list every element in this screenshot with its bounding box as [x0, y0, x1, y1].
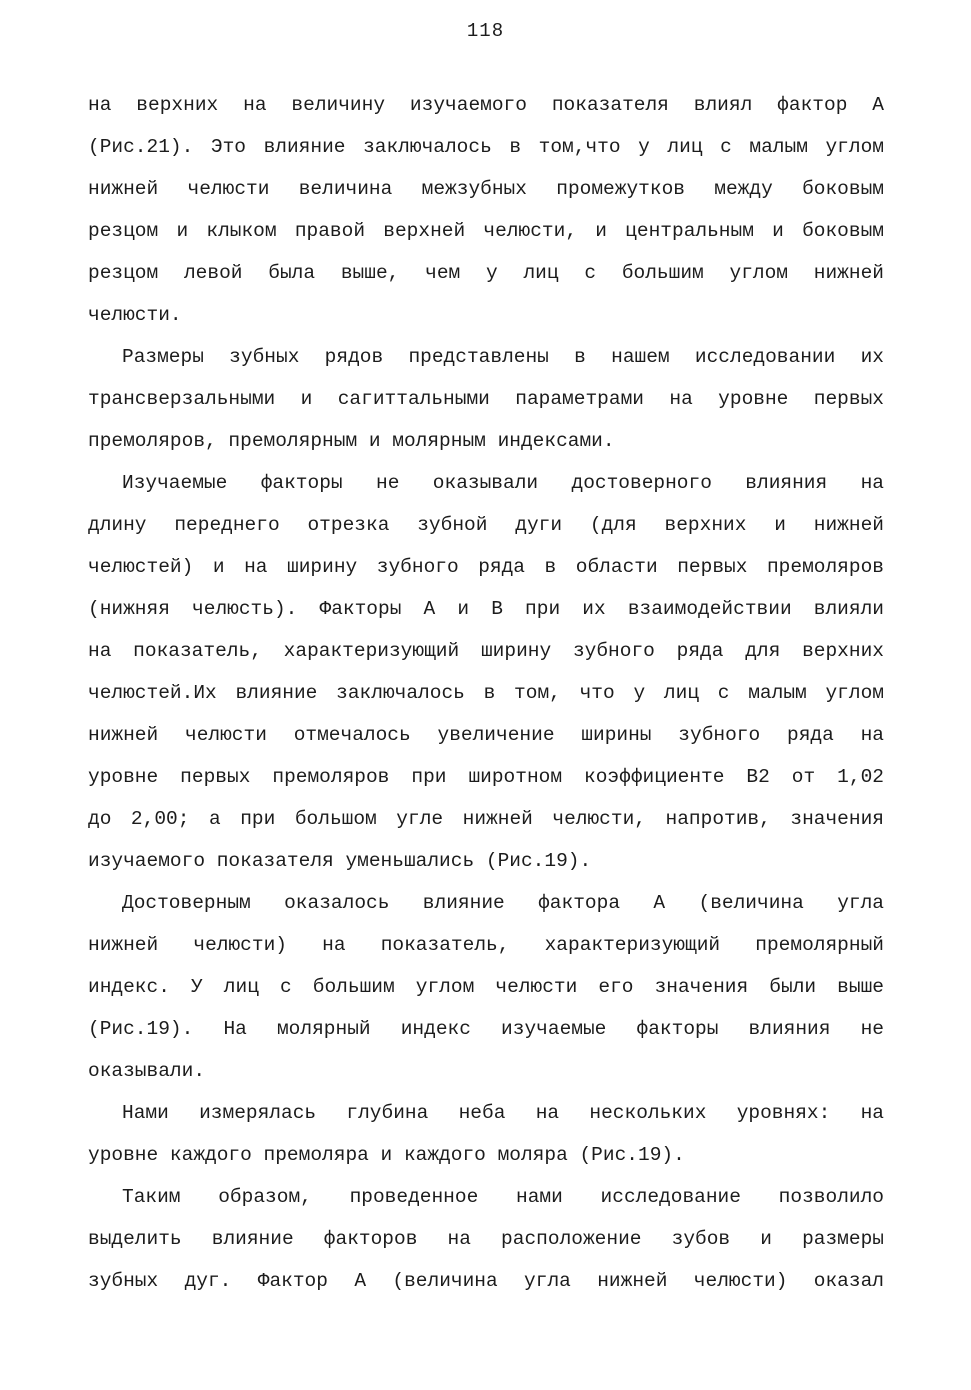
- text-line: Таким образом, проведенное нами исследование позволило: [122, 1186, 884, 1208]
- text-line: челюстей) и на ширину зубного ряда в области первых премоляров: [88, 556, 884, 578]
- text-line: выделить влияние факторов на расположение зубов и размеры: [88, 1228, 884, 1250]
- text-line: челюстей.Их влияние заключалось в том, что у лиц с малым углом: [88, 682, 884, 704]
- text-line: до 2,00; а при большом угле нижней челюсти, напротив, значения: [88, 808, 884, 830]
- text-line: нижней челюсти величина межзубных промежутков между боковым: [88, 178, 884, 200]
- text-line: зубных дуг. Фактор А (величина угла нижней челюсти) оказал: [88, 1270, 884, 1292]
- text-line: трансверзальными и сагиттальными параметрами на уровне первых: [88, 388, 884, 410]
- text-line: премоляров, премолярным и молярным индексами.: [88, 430, 615, 452]
- text-line: (нижняя челюсть). Факторы А и В при их взаимодействии влияли: [88, 598, 884, 620]
- text-line: Изучаемые факторы не оказывали достоверного влияния на: [122, 472, 884, 494]
- text-line: оказывали.: [88, 1060, 206, 1082]
- text-line: длину переднего отрезка зубной дуги (для верхних и нижней: [88, 514, 884, 536]
- page-number: 118: [466, 20, 505, 42]
- text-line: челюсти.: [88, 304, 182, 326]
- text-line: Достоверным оказалось влияние фактора А (величина угла: [122, 892, 884, 914]
- text-line: уровне каждого премоляра и каждого моляра (Рис.19).: [88, 1144, 685, 1166]
- text-line: индекс. У лиц с большим углом челюсти его значения были выше: [88, 976, 884, 998]
- text-line: (Рис.21). Это влияние заключалось в том,что у лиц с малым углом: [88, 136, 884, 158]
- text-line: изучаемого показателя уменьшались (Рис.19).: [88, 850, 592, 872]
- text-line: резцом и клыком правой верхней челюсти, и центральным и боковым: [88, 220, 884, 242]
- text-line: резцом левой была выше, чем у лиц с большим углом нижней: [88, 262, 884, 284]
- text-line: нижней челюсти) на показатель, характеризующий премолярный: [88, 934, 884, 956]
- text-line: нижней челюсти отмечалось увеличение ширины зубного ряда на: [88, 724, 884, 746]
- text-line: Нами измерялась глубина неба на нескольких уровнях: на: [122, 1102, 884, 1124]
- text-line: на показатель, характеризующий ширину зубного ряда для верхних: [88, 640, 884, 662]
- text-line: Размеры зубных рядов представлены в нашем исследовании их: [122, 346, 884, 368]
- text-line: (Рис.19). На молярный индекс изучаемые факторы влияния не: [88, 1018, 884, 1040]
- text-line: уровне первых премоляров при широтном коэффициенте В2 от 1,02: [88, 766, 884, 788]
- body-text: [88, 84, 884, 1302]
- text-line: на верхних на величину изучаемого показателя влиял фактор А: [88, 94, 884, 116]
